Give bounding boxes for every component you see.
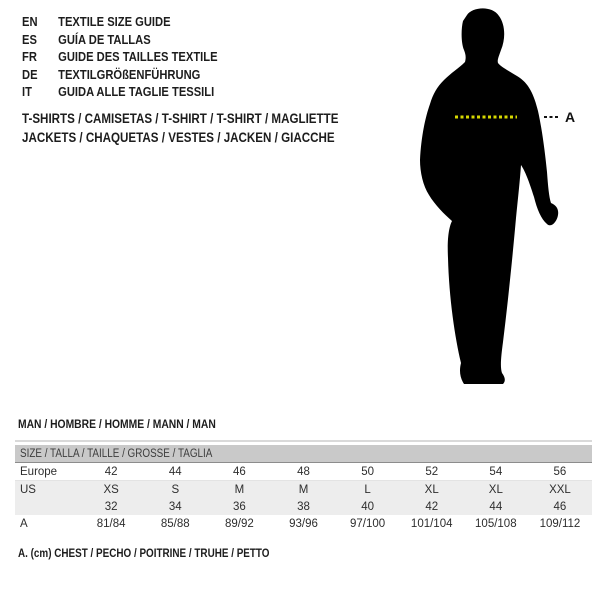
language-code: IT [22, 84, 32, 99]
cell-value: 52 [400, 463, 464, 481]
size-table-header-label: SIZE / TALLA / TAILLE / GRÖSSE / TAGLIA [20, 447, 213, 460]
table-row-us-numbers [15, 498, 592, 515]
cell-value: XL [400, 481, 464, 499]
cell-value: 44 [143, 463, 207, 481]
cell-value: 44 [464, 498, 528, 515]
cell-value: 40 [336, 498, 400, 515]
size-table [15, 445, 592, 532]
language-row-it [22, 83, 218, 101]
category-jackets: JACKETS / CHAQUETAS / VESTES / JACKEN / GIACCHE [22, 130, 335, 145]
cell-value: 46 [528, 498, 592, 515]
cell-value: 109/112 [539, 517, 581, 530]
row-label: Europe [15, 463, 79, 481]
measure-label-a: A [565, 109, 576, 125]
language-row-en [22, 13, 218, 31]
cell-value: XL [464, 481, 528, 499]
cell-value: M [271, 481, 335, 499]
language-row-de [22, 66, 218, 84]
language-text: TEXTILE SIZE GUIDE [58, 14, 171, 29]
cell-value: 54 [464, 463, 528, 481]
row-label [15, 498, 79, 515]
cell-value: 101/104 [410, 517, 453, 530]
table-top-rule [15, 440, 592, 442]
cell-value: 50 [336, 463, 400, 481]
cell-value: 36 [207, 498, 271, 515]
category-tshirts: T-SHIRTS / CAMISETAS / T-SHIRT / T-SHIRT / MAGLIETTE [22, 111, 339, 126]
cell-value: 89/92 [224, 517, 254, 530]
category-list [22, 109, 390, 147]
table-row-chest [15, 515, 592, 532]
language-row-fr [22, 48, 218, 66]
man-silhouette-figure [400, 0, 600, 400]
language-code: EN [22, 14, 38, 29]
cell-value: 85/88 [160, 517, 190, 530]
measurement-footnote: A. (cm) CHEST / PECHO / POITRINE / TRUHE / PETTO [18, 548, 270, 560]
row-label: US [15, 481, 79, 499]
cell-value: S [143, 481, 207, 499]
table-row-us-letters [15, 481, 592, 499]
cell-value: M [207, 481, 271, 499]
cell-value: XXL [528, 481, 592, 499]
language-text: GUIDA ALLE TAGLIE TESSILI [58, 84, 215, 99]
language-list [22, 13, 249, 101]
man-silhouette-shape [420, 8, 558, 384]
cell-value: 38 [271, 498, 335, 515]
table-row-europe [15, 463, 592, 481]
size-table-wrap [15, 440, 592, 532]
size-table-header-row [15, 445, 592, 463]
cell-value: L [336, 481, 400, 499]
cell-value: 56 [528, 463, 592, 481]
language-code: FR [22, 49, 37, 64]
language-code: DE [22, 66, 38, 82]
cell-value: 93/96 [289, 517, 318, 530]
row-label: A [20, 517, 28, 530]
cell-value: 42 [400, 498, 464, 515]
cell-value: 46 [207, 463, 271, 481]
cell-value: 81/84 [96, 517, 126, 530]
language-row-es [22, 31, 218, 49]
cell-value: 34 [143, 498, 207, 515]
cell-value: 97/100 [350, 517, 386, 530]
language-code: ES [22, 31, 37, 47]
cell-value: 32 [79, 498, 143, 515]
language-text: GUÍA DE TALLAS [58, 31, 151, 47]
cell-value: 48 [271, 463, 335, 481]
language-text: TEXTILGRÖßENFÜHRUNG [58, 66, 201, 82]
cell-value: XS [79, 481, 143, 499]
language-text: GUIDE DES TAILLES TEXTILE [58, 49, 218, 64]
section-title-man: MAN / HOMBRE / HOMME / MANN / MAN [18, 417, 216, 431]
cell-value: 105/108 [475, 517, 517, 530]
cell-value: 42 [79, 463, 143, 481]
